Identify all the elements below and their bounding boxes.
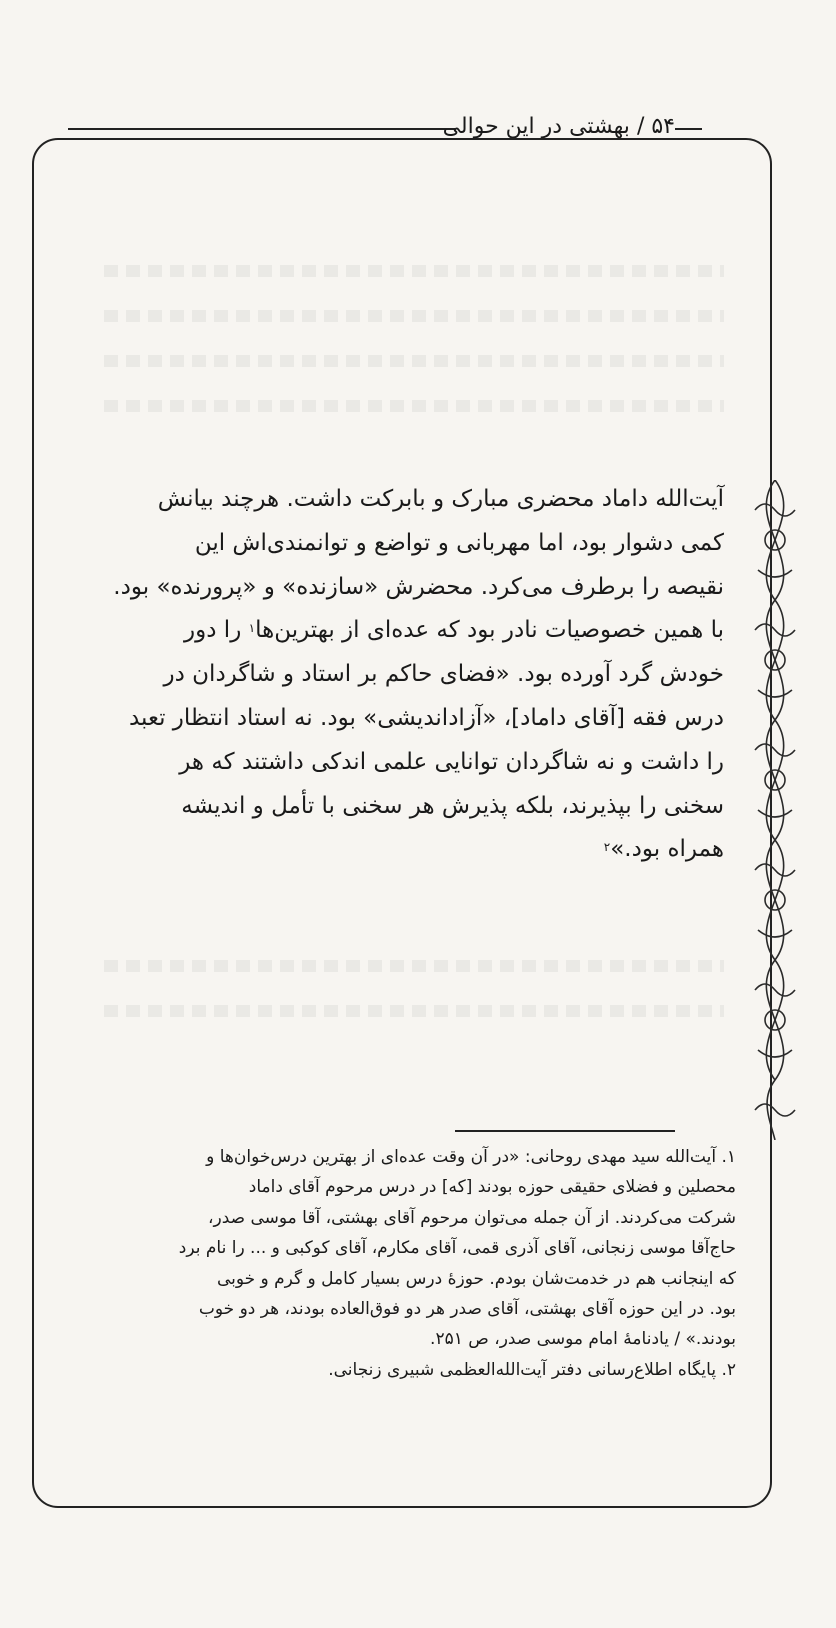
header-rule-left: [68, 128, 462, 130]
body-line-text: را دور: [184, 617, 242, 644]
show-through-line: [104, 960, 724, 972]
body-line-text: همراه بود.»: [610, 836, 724, 863]
footnote-line: حاج‌آقا موسی زنجانی، آقای آذری قمی، آقای مکارم، آقای کوکبی و ... را نام برد: [178, 1238, 736, 1259]
body-line: را داشت و نه شاگردان توانایی علمی اندکی داشتند که هر: [179, 748, 724, 775]
body-line: [104, 609, 724, 653]
footnote-reference-2: ۲: [603, 840, 611, 855]
footnote-line: شرکت می‌کردند. از آن جمله می‌توان مرحوم آقای بهشتی، آقا موسی صدر،: [208, 1207, 736, 1228]
show-through-line: [104, 1005, 724, 1017]
footnote-line: محصلین و فضلای حقیقی حوزه بودند [که] در درس مرحوم آقای داماد: [248, 1177, 736, 1198]
body-line: سخنی را بپذیرند، بلکه پذیرش هر سخنی با تأمل و اندیشه: [181, 792, 724, 819]
show-through-line: [104, 265, 724, 277]
floral-border-ornament: [740, 480, 810, 1140]
footnote-line: بود. در این حوزه آقای بهشتی، آقای صدر هر دو فوق‌العاده بودند، هر دو خوب: [198, 1299, 736, 1320]
footnote-separator: [455, 1130, 675, 1132]
footnote-line: که اینجانب هم در خدمت‌شان بودم. حوزهٔ درس بسیار کامل و گرم و خوبی: [216, 1268, 736, 1289]
book-title: بهشتی در این حوالی: [442, 114, 630, 139]
page-number: ۵۴: [651, 114, 675, 139]
main-paragraph: [104, 478, 724, 872]
show-through-line: [104, 310, 724, 322]
show-through-line: [104, 400, 724, 412]
header-separator: /: [636, 114, 645, 139]
show-through-line: [104, 355, 724, 367]
footnote-2: ۲. پایگاه اطلاع‌رسانی دفتر آیت‌الله‌العظمی شبیری زنجانی.: [328, 1359, 736, 1380]
body-line: آیت‌الله داماد محضری مبارک و بابرکت داشت. هرچند بیانش: [157, 486, 724, 512]
body-line: کمی دشوار بود، اما مهربانی و تواضع و توانمندی‌اش این: [194, 529, 724, 556]
body-line: درس فقه [آقای داماد]، «آزاداندیشی» بود. نه استاد انتظار تعبد: [128, 704, 724, 731]
footnotes: [96, 1142, 736, 1385]
footnote-reference-1: ۱: [248, 621, 256, 636]
body-line: [104, 828, 724, 872]
body-line: خودش گرد آورده بود. «فضای حاکم بر استاد و شاگردان در: [163, 661, 724, 688]
body-line-text: با همین خصوصیات نادر بود که عده‌ای از بهترین‌ها: [255, 617, 724, 644]
footnote-line: ۱. آیت‌الله سید مهدی روحانی: «در آن وقت عده‌ای از بهترین درس‌خوان‌ها و: [206, 1147, 736, 1167]
running-header: [442, 114, 675, 139]
body-line: نقیصه را برطرف می‌کرد. محضرش «سازنده» و «پرورنده» بود.: [113, 573, 724, 600]
footnote-line: بودند.» / یادنامهٔ امام موسی صدر، ص ۲۵۱.: [430, 1329, 736, 1350]
